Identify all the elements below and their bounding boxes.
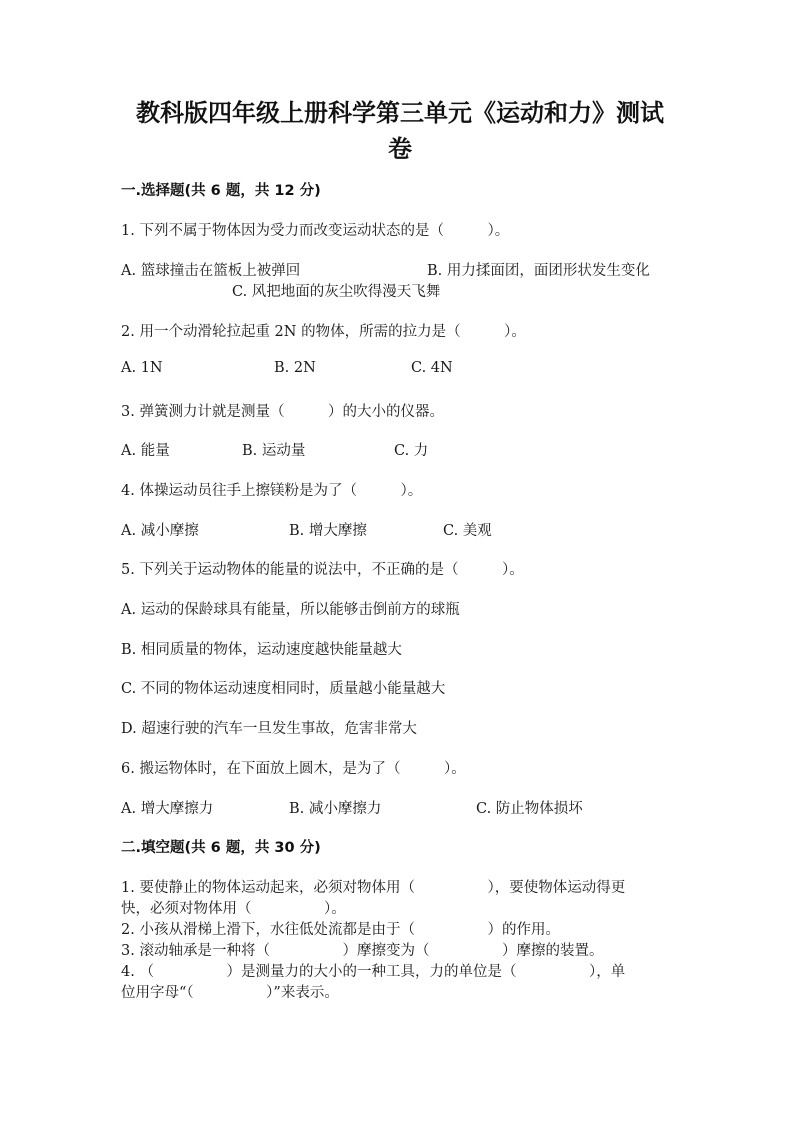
- fill-blank-line: 4. （ ）是测量力的大小的一种工具，力的单位是（ ），单: [121, 964, 626, 980]
- fill-blank-line: 1. 要使静止的物体运动起来，必须对物体用（ ），要使物体运动得更: [121, 880, 626, 896]
- section-heading-fill-blank: 二.填空题(共 6 题，共 30 分): [121, 840, 321, 856]
- option: C. 力: [394, 443, 429, 459]
- question-stem: 4. 体操运动员往手上擦镁粉是为了（ ）。: [121, 483, 423, 499]
- option: A. 增大摩擦力: [121, 801, 214, 817]
- option: C. 美观: [443, 523, 492, 539]
- option: A. 篮球撞击在篮板上被弹回: [121, 263, 301, 279]
- option: B. 减小摩擦力: [289, 801, 382, 817]
- option: B. 2N: [274, 360, 316, 376]
- option: D. 超速行驶的汽车一旦发生事故，危害非常大: [121, 721, 417, 737]
- option: B. 相同质量的物体，运动速度越快能量越大: [121, 642, 402, 658]
- option: B. 用力揉面团，面团形状发生变化: [427, 263, 650, 279]
- fill-blank-line: 3. 滚动轴承是一种将（ ）摩擦变为（ ）摩擦的装置。: [121, 943, 604, 959]
- question-stem: 6. 搬运物体时，在下面放上圆木，是为了（ ）。: [121, 761, 466, 777]
- option: C. 4N: [411, 360, 453, 376]
- question-stem: 1. 下列不属于物体因为受力而改变运动状态的是（ ）。: [121, 223, 510, 239]
- question-stem: 5. 下列关于运动物体的能量的说法中，不正确的是（ ）。: [121, 562, 524, 578]
- fill-blank-line: 2. 小孩从滑梯上滑下，水往低处流都是由于（ ）的作用。: [121, 922, 560, 938]
- option: A. 能量: [121, 443, 170, 459]
- option: B. 运动量: [242, 443, 306, 459]
- option: A. 1N: [121, 360, 163, 376]
- page-title: 教科版四年级上册科学第三单元《运动和力》测试: [136, 99, 664, 127]
- fill-blank-line: 快，必须对物体用（ ）。: [121, 901, 346, 917]
- option: B. 增大摩擦: [289, 523, 367, 539]
- option: C. 防止物体损坏: [476, 801, 583, 817]
- section-heading-choice: 一.选择题(共 6 题，共 12 分): [121, 183, 321, 199]
- fill-blank-line: 位用字母“（ ）”来表示。: [121, 985, 339, 1001]
- option: A. 运动的保龄球具有能量，所以能够击倒前方的球瓶: [121, 602, 460, 618]
- option: C. 风把地面的灰尘吹得漫天飞舞: [232, 284, 441, 300]
- page-title-continued: 卷: [388, 135, 412, 163]
- question-stem: 2. 用一个动滑轮拉起重 2N 的物体，所需的拉力是（ ）。: [121, 324, 526, 340]
- question-stem: 3. 弹簧测力计就是测量（ ）的大小的仪器。: [121, 404, 444, 420]
- option: A. 减小摩擦: [121, 523, 199, 539]
- option: C. 不同的物体运动速度相同时，质量越小能量越大: [121, 681, 446, 697]
